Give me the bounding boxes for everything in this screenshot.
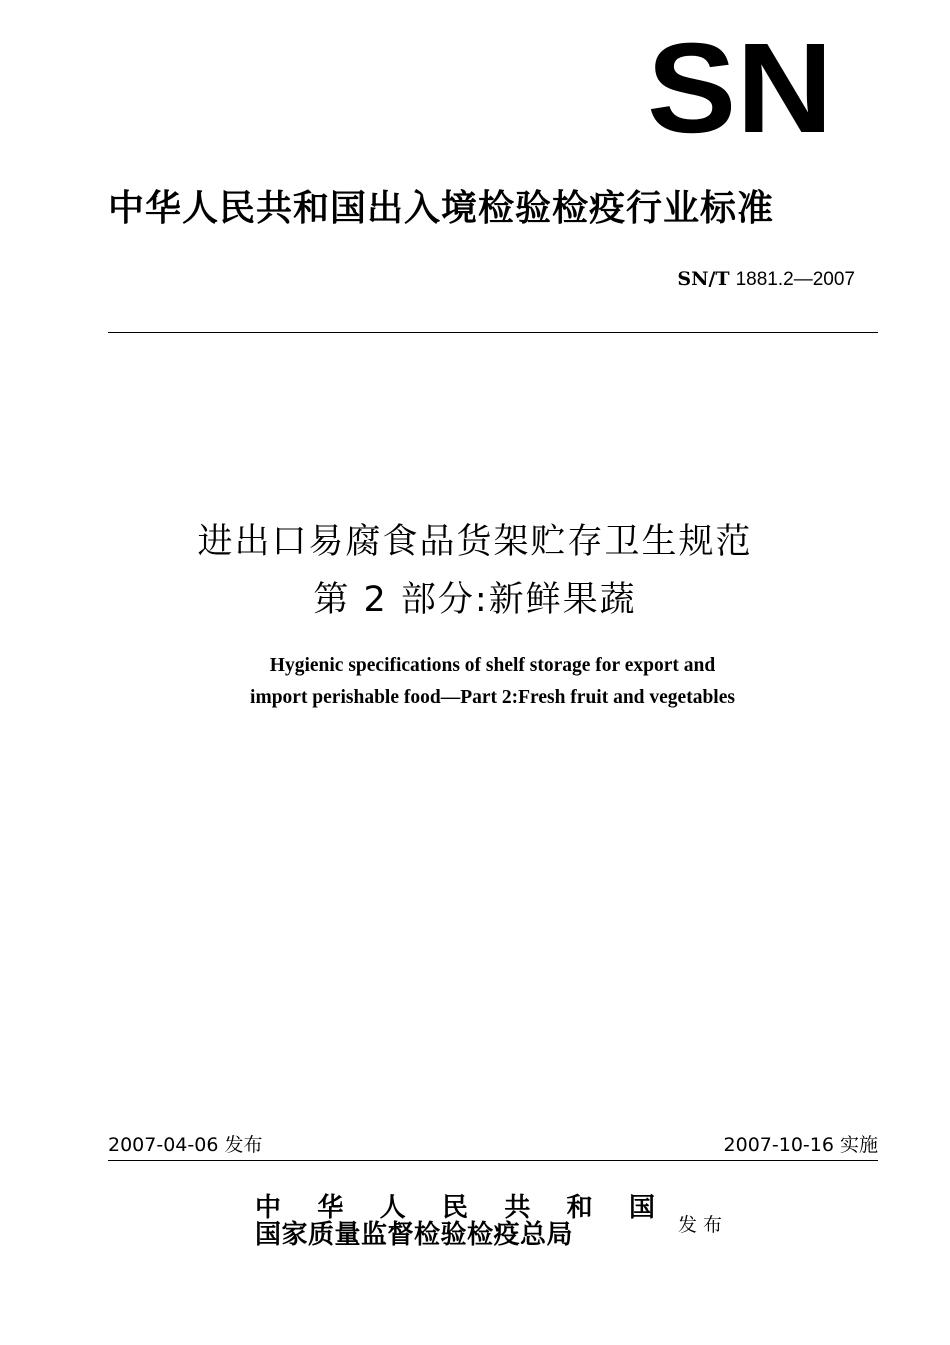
cn-title-line-2: 第 2 部分:新鲜果蔬 (313, 580, 637, 620)
issuer-suffix: 发布 (678, 1214, 729, 1236)
issuer-char: 和 (566, 1193, 593, 1223)
issuer-char: 人 (379, 1193, 406, 1223)
issuer-line-2: 国家质量监督检验检疫总局 (255, 1220, 574, 1250)
standard-code (677, 268, 855, 291)
cn-title-line-1: 进出口易腐食品货架贮存卫生规范 (197, 522, 753, 562)
bottom-divider (108, 1160, 878, 1161)
standard-prefix: SN/T (677, 268, 730, 290)
issue-date: 2007-04-06 发布 (108, 1134, 263, 1156)
en-title-line-2: import perishable food—Part 2:Fresh fruit and vegetables (250, 687, 735, 708)
top-divider (108, 332, 878, 333)
sn-logo-text: SN (647, 40, 833, 140)
issuer-char: 国 (628, 1193, 655, 1223)
issuer-char: 共 (504, 1193, 531, 1223)
implementation-date: 2007-10-16 实施 (723, 1134, 878, 1156)
issuer-line-1 (255, 1193, 655, 1223)
standard-number: 1881.2—2007 (735, 269, 855, 290)
org-title: 中华人民共和国出入境检验检疫行业标准 (108, 188, 775, 229)
sn-logo (645, 40, 835, 140)
en-title-line-1: Hygienic specifications of shelf storage for export and (269, 655, 716, 676)
issuer-char: 华 (317, 1193, 344, 1223)
issuer-char: 中 (255, 1193, 282, 1223)
issuer-char: 民 (441, 1193, 468, 1223)
